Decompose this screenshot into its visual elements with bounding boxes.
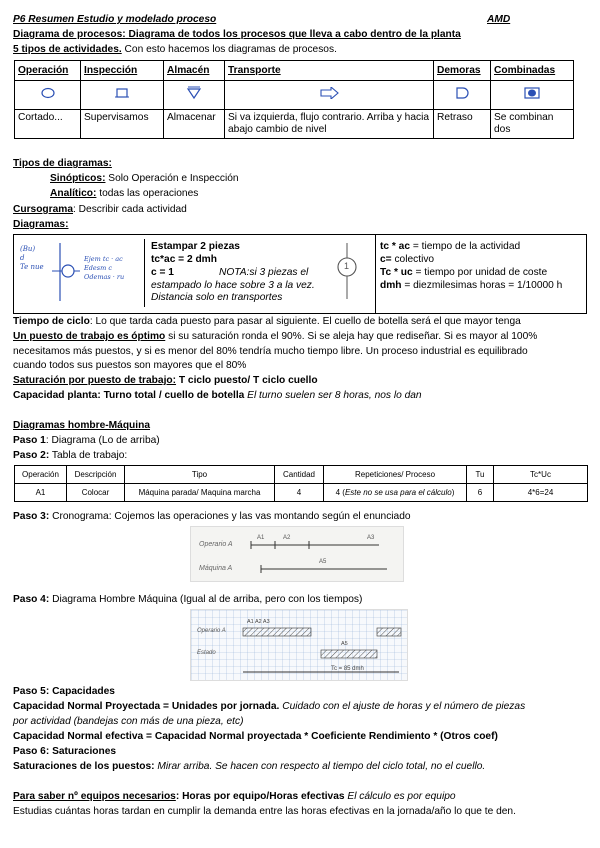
wt-repeticiones: 4 (Este no se usa para el cálculo)	[324, 484, 467, 502]
def-dmh: dmh = diezmilesimas horas = 1/10000 h	[380, 280, 563, 291]
cap-proyectada-line1: Capacidad Normal Proyectada = Unidades por jornada. Cuidado con el ajuste de horas y el número de piezas	[13, 701, 526, 712]
header-demoras: Demoras	[434, 61, 491, 81]
tipos-actividades-line: 5 tipos de actividades. Con esto hacemos los diagramas de procesos.	[13, 44, 337, 55]
header-combinadas: Combinadas	[491, 61, 574, 81]
example-box	[13, 234, 587, 314]
tipos-diagramas-title: Tipos de diagramas:	[13, 158, 112, 169]
saturaciones-puestos-line: Saturaciones de los puestos: Mirar arriba. Se hacen con respecto al tiempo del ciclo total, no el cuello.	[13, 761, 486, 772]
stamp-title: Estampar 2 piezas	[151, 241, 240, 252]
inspeccion-symbol-icon	[81, 81, 164, 110]
paso3-line: Paso 3: Cronograma: Cojemos las operaciones y las vas montando según el enunciado	[13, 511, 411, 522]
cursograma-line: Cursograma: Describir cada actividad	[13, 204, 187, 215]
header-operacion: Operación	[15, 61, 81, 81]
header-almacen: Almacén	[164, 61, 225, 81]
desc-combinadas: Se combinan dos	[491, 110, 574, 139]
wt-h-operacion: Operación	[15, 466, 67, 484]
example-sketch	[16, 239, 145, 307]
crono-a1: A1	[257, 535, 265, 541]
cap-efectiva-line: Capacidad Normal efectiva = Capacidad Normal proyectada * Coeficiente Rendimiento * (Otros coef)	[13, 731, 498, 742]
paso4-line: Paso 4: Diagrama Hombre Máquina (Igual al de arriba, pero con los tiempos)	[13, 594, 363, 605]
paso2-line: Paso 2: Tabla de trabajo:	[13, 450, 128, 461]
saturacion-line: Saturación por puesto de trabajo: T ciclo puesto/ T ciclo cuello	[13, 375, 318, 386]
puesto-optimo-line2: necesitamos más puestos, y si es menor del 80% tendría mucho tiempo libre. Un proceso industrial es equilibrado	[13, 346, 528, 357]
def-c: c= colectivo	[380, 254, 435, 265]
wt-tu: 6	[467, 484, 494, 502]
wt-h-cantidad: Cantidad	[275, 466, 324, 484]
equipos-line: Para saber nº equipos necesarios: Horas por equipo/Horas efectivas El cálculo es por equipo	[13, 791, 456, 802]
def-tcuc: Tc * uc = tiempo por unidad de coste	[380, 267, 548, 278]
desc-operacion: Cortado...	[15, 110, 81, 139]
paso6-line: Paso 6: Saturaciones	[13, 746, 117, 757]
header-transporte: Transporte	[225, 61, 434, 81]
paso5-line: Paso 5: Capacidades	[13, 686, 115, 697]
hombre-maquina-title: Diagramas hombre-Máquina	[13, 420, 150, 431]
stamp-c: c = 1	[151, 267, 174, 278]
hm-mid-label: A5	[341, 641, 348, 647]
combinadas-symbol-icon	[491, 81, 574, 110]
doc-initials: AMD	[487, 14, 511, 25]
wt-h-descripcion: Descripción	[67, 466, 125, 484]
paso1-line: Paso 1: Diagrama (Lo de arriba)	[13, 435, 160, 446]
sketch-right-label: Ejem tc · ac Edesm c Odemas · ru	[84, 255, 125, 281]
diagramas-label: Diagramas:	[13, 219, 69, 230]
stamp-tcac: tc*ac = 2 dmh	[151, 254, 217, 265]
final-line: Estudias cuántas horas tardan en cumplir la demanda entre las horas efectivas en la jornada/año lo que te den.	[13, 806, 516, 817]
sketch-circle-number: 1	[344, 261, 350, 271]
puesto-optimo-line3: cuando todos sus puestos son mayores que el 80%	[13, 360, 247, 371]
wt-tcuc: 4*6=24	[494, 484, 588, 502]
demoras-symbol-icon	[434, 81, 491, 110]
tiempo-ciclo-line: Tiempo de ciclo: Lo que tarda cada puesto para pasar al siguiente. El cuello de botella será el que mayor tenga	[13, 316, 521, 327]
desc-almacen: Almacenar	[164, 110, 225, 139]
crono-row2-label: Máquina A	[199, 565, 233, 572]
crono-a2: A2	[283, 535, 291, 541]
cronograma-photo	[190, 526, 404, 582]
diagrama-procesos-line: Diagrama de procesos: Diagrama de todos los procesos que lleva a cabo dentro de la planta	[13, 29, 461, 40]
desc-transporte: Si va izquierda, flujo contrario. Arriba y hacia abajo cambio de nivel	[225, 110, 434, 139]
desc-demoras: Retraso	[434, 110, 491, 139]
hm-row1-label: Operario A	[197, 628, 226, 634]
sinopticos-line: Sinópticos: Solo Operación e Inspección	[50, 173, 239, 184]
wt-h-tipo: Tipo	[125, 466, 275, 484]
doc-title: P6 Resumen Estudio y modelado proceso	[13, 14, 217, 25]
def-tcac: tc * ac = tiempo de la actividad	[380, 241, 521, 252]
desc-inspeccion: Supervisamos	[81, 110, 164, 139]
work-table-header	[15, 466, 588, 484]
wt-operacion: A1	[15, 484, 67, 502]
header-inspeccion: Inspección	[81, 61, 164, 81]
hm-row2-label: Estado	[197, 650, 216, 656]
sketch-circle-one-icon	[332, 239, 362, 305]
activities-symbol-row	[15, 81, 574, 110]
stamp-nota: NOTA:si 3 piezas el estampado lo hace sobre 3 a la vez. Distancia solo en transportes	[151, 267, 315, 303]
puesto-optimo-line1: Un puesto de trabajo es óptimo si su saturación ronda el 90%. Si se aleja hay que rediseñar. Si es mayor al 100%	[13, 331, 538, 342]
hm-top-label: A1 A2 A3	[247, 619, 270, 625]
wt-h-tcuc: Tc*Uc	[494, 466, 588, 484]
transporte-symbol-icon	[225, 81, 434, 110]
sketch-left-label: (Bu) d Te nue	[20, 245, 44, 271]
crono-row1-label: Operario A	[199, 541, 233, 548]
work-table	[14, 465, 588, 502]
wt-h-tu: Tu	[467, 466, 494, 484]
activities-table	[14, 60, 574, 139]
wt-cantidad: 4	[275, 484, 324, 502]
operacion-symbol-icon	[15, 81, 81, 110]
wt-tipo: Máquina parada/ Maquina marcha	[125, 484, 275, 502]
hombre-maquina-photo	[190, 609, 408, 681]
work-table-row	[15, 484, 588, 502]
almacen-symbol-icon	[164, 81, 225, 110]
activities-header-row	[15, 61, 574, 81]
wt-descripcion: Colocar	[67, 484, 125, 502]
cap-proyectada-line2: por actividad (bandejas con más de una pieza, etc)	[13, 716, 244, 727]
hm-tc-label: Tc = 85 dmh	[331, 666, 364, 672]
wt-h-repeticiones: Repeticiones/ Proceso	[324, 466, 467, 484]
analitico-line: Analítico: todas las operaciones	[50, 188, 199, 199]
defs-divider	[375, 235, 376, 313]
capacidad-planta-line: Capacidad planta: Turno total / cuello de botella El turno suelen ser 8 horas, nos lo dan	[13, 390, 422, 401]
crono-a5: A5	[319, 559, 327, 565]
crono-a3: A3	[367, 535, 375, 541]
activities-description-row	[15, 110, 574, 139]
